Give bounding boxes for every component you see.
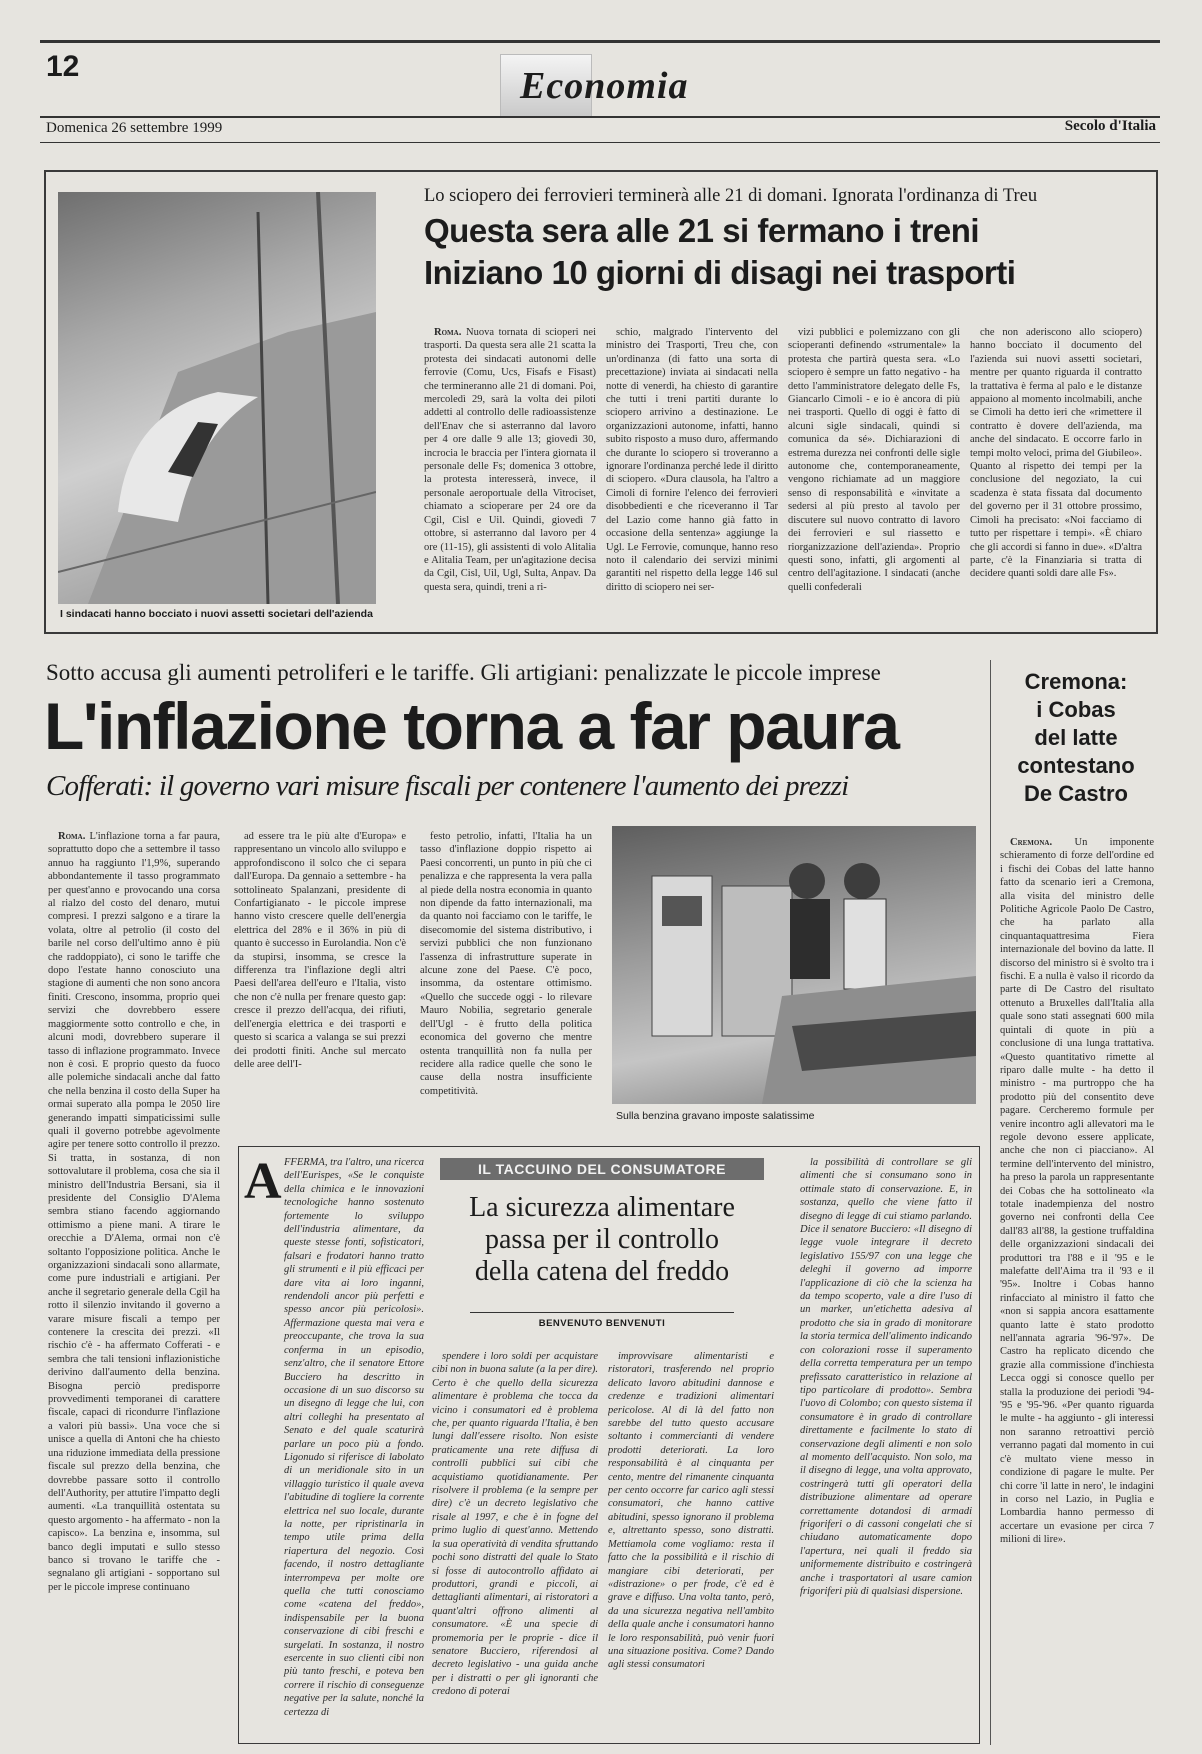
taccuino-column-2-text: spendere i loro soldi per acquistare cibi non in buona salute (a la per dire). Certo è che quello della sicurezza alimentare è problema che tocca da vicino i consumatori ed è problema che, per quanto riguarda l'Italia, è ben lungi dall'essere risolto. Non esiste praticamente una rete diffusa di controlli pubblici sui cibi che acquistiamo quotidianamente. Per risolvere il problema (e la sempre per dire) c'è un decreto legislativo che risale al 1997, e che è in fogne del primo luglio di quest'anno. Mettendo la sua operatività di vendita sfruttando pochi sono distratti del quale lo Stato si fosse di autocontrollo affidato ai produttori, grandi e piccoli, ai dettaglianti alimentari, ai ristoratori a quant'altri offrono alimenti al consumatore. «È una specie di promemoria per le proprie - dice il senatore Bucciero, riferendosi al decreto legislativo - una guida anche per i distratti o per gli ignoranti che credono di poterai bbox=[432, 1351, 598, 1698]
train-article-column-3 bbox=[788, 326, 960, 620]
taccuino-headline bbox=[440, 1192, 764, 1288]
cremona-headline-line5: De Castro bbox=[1024, 781, 1128, 806]
page-number: 12 bbox=[46, 50, 80, 83]
taccuino-drop-cap: A bbox=[244, 1153, 282, 1210]
newspaper-name: Secolo d'Italia bbox=[1064, 118, 1156, 134]
inflation-kicker: Sotto accusa gli aumenti petroliferi e le tariffe. Gli artigiani: penalizzate le piccole imprese bbox=[46, 660, 881, 685]
train-kicker: Lo sciopero dei ferrovieri terminerà alle 21 di domani. Ignorata l'ordinanza di Treu bbox=[424, 186, 1038, 206]
taccuino-headline-line1: La sicurezza alimentare bbox=[469, 1192, 735, 1223]
cremona-column bbox=[1000, 836, 1154, 1741]
cremona-headline bbox=[992, 668, 1160, 808]
cremona-dateline: Cremona. bbox=[1010, 837, 1053, 848]
inflation-column-2 bbox=[234, 830, 406, 1110]
train-article-column-1 bbox=[424, 326, 596, 620]
train-column-1-text: Nuova tornata di scioperi nei trasporti. Da questa sera alle 21 scatta la protesta dei sindacati autonomi delle ferrovie (Comu, Ucs, Fisafs e Fisast) che termineranno alle 21 di domani. Poi, mercoledì 29, sarà la volta dei piloti addetti al controllo delle radioassistenze dell'Enav che si asterranno dal lavoro per 4 ore dalle 9 alle 13; giovedì 30, incrocia le braccia per l'intera giornata il personale delle Fs; domenica 3 ottobre, la protesta interesserà, invece, il personale aeroportuale della Vitrociset, chiamato a scioperare per 24 ore da Cgil, Cisl e Uil. Quindi, giovedì 7 ottobre, si asterranno dal lavoro per 4 ore (11-15), gli assistenti di volo Alitalia e Alitalia Team, per un'agitazione decisa da Cgil, Cisl, Uil, Ugl, Sulta, Anpav. Da questa sera, quindi, treni a ri- bbox=[424, 327, 596, 593]
inflation-column-1 bbox=[48, 830, 220, 1740]
taccuino-column-1-text: FFERMA, tra l'altro, una ricerca dell'Eurispes, «Se le conquiste della chimica e le innovazioni tecnologiche hanno sostenuto fortemente lo sviluppo dell'industria alimentare, da queste stesse fonti, sofisticatori, falsari e frodatori hanno tratto gli strumenti e il più efficaci per dare vita ai loro inganni, rendendoli ancor più perfetti e spesso ancor più pericolosi». Affermazione questa mai vera e preoccupante, che trova la sua conferma in un episodio, senz'altro, che il senatore Ettore Bucciero ha descritto in occasione di un suo discorso su un disegno di legge che lui, con altri colleghi ha presentato al Senato e del quale scaturirà parlare un poco più a fondo. Ligonudo si riferisce di labolato di un meridionale sito in un villaggio turistico il quale aveva l'abitudine di togliere la corrente elettrica nel suo locale, durante la notte, per ripristinarla in tempo utile prima della riapertura del negozio. Così facendo, il nostro dettagliante interrompeva per molte ore quella che tutti conosciamo come «catena del freddo», indispensabile per la buona conservazione di cibi freschi e surgelati. In sostanza, il nostro esercente in suo clienti cibi non più tanto freschi, e poteva ben correre il rischio di conseguenze negative per la salute, nonché la certezza di bbox=[284, 1157, 424, 1718]
train-article-column-2 bbox=[606, 326, 778, 620]
taccuino-byline: BENVENUTO BENVENUTI bbox=[538, 1318, 666, 1329]
gas-station-photo bbox=[612, 826, 976, 1104]
taccuino-headline-line2: passa per il controllo bbox=[484, 1224, 720, 1255]
train-article-column-4 bbox=[970, 326, 1142, 620]
train-dateline: Roma. bbox=[434, 327, 462, 338]
taccuino-column-3-text: improvvisare alimentaristi e ristoratori, trasferendo nel proprio delicato lavoro abitudini dannose e credenze e tradizioni alimentari pericolose. Al di là del fatto non sarebbe del tutto questo accusare soltanto i commercianti di vendere prodotti deteriorati. La loro responsabilità è al cinquanta per cento, mentre del rimanente cinquanta per cento occorre far carico agli stessi consumatori, che hanno cattive abitudini, spesso ignorano il problema e, altrettanto spesso, sono distratti. Mettiamola come vogliamo: resta il fatto che la possibilità e il rischio di mangiare cibi deteriorati, per «distrazione» o per frode, c'è ed è grave e diffuso. Una volta tanto, però, da una sicurezza negativa nell'ambito della quale anche i consumatori hanno le loro responsabilità, può venir fuori una situazione positiva. Come? Dando agli stessi consumatori bbox=[608, 1351, 774, 1671]
section-title: Economia bbox=[520, 65, 689, 107]
issue-date: Domenica 26 settembre 1999 bbox=[46, 120, 223, 136]
train-column-3-text: vizi pubblici e polemizzano con gli scioperanti definendo «strumentale» la protesta che partirà questa sera. «Lo sciopero è sempre un fatto negativo - ha detto l'amministratore delegato delle Fs, Giancarlo Cimoli - e io è ancora di più nei trasporti. Quello di oggi è fatto di alcuni sigle sindacali, quindi si comunica da sé». Dichiarazioni di estrema durezza nei confronti delle sigle autonome che, contemporaneamente, vengono richiamate ad un maggiore senso di responsabilità e «invitate a sedersi al più presto al tavolo per discutere sul nuovo contratto di lavoro dei ferrovieri e sul riassetto e riorganizzazione dell'azienda». Proprio questi sono, infatti, gli argomenti al centro dell'agitazione. I sindacati (anche quelli confederali bbox=[788, 327, 960, 593]
inflation-column-3-text: festo petrolio, infatti, l'Italia ha un tasso d'inflazione doppio rispetto ai Paesi concorrenti, un punto in più che ci penalizza e che rappresenta la vera palla al piede della nostra economia in quanto non dipende da fatto internazionali, ma da quanto noi facciamo con le tariffe, le disecomomie del sistema distributivo, i servizi pubblici che non funzionano l'assenza di infrastrutture superate in alcune zone del Paese. C'è poco, insomma, da ostentare ottimismo. «Quello che succede oggi - lo rilevare Mauro Nobilia, segretario generale dell'Ugl - è frutto della politica economica del governo che mentre ostenta tranquillità non fa nulla per recidere alla radice quelle che sono le cause della nostra insufficiente competitività. bbox=[420, 831, 592, 1097]
top-rule bbox=[40, 40, 1160, 43]
inflation-headline: L'inflazione torna a far paura bbox=[44, 689, 899, 763]
train-photo-caption: I sindacati hanno bocciato i nuovi assetti societari dell'azienda bbox=[60, 608, 373, 620]
inflation-column-1-text: L'inflazione torna a far paura, soprattutto dopo che a settembre il tasso annuo ha raggiunto l'1,9%, superando abbondantemente il tasso programmato per quest'anno e provocando una corsa al rialzo del costo del denaro, mutui compresi. I prezzi salgono e a tirare la volata, oltre al petrolio (il costo del barile nel corso dell'ultimo anno è più che raddoppiato), ci sono le tariffe che dopo l'estate hanno conosciuto una stagione di aumenti che non sono ancora finiti. Crescono, insomma, proprio quei servizi che dovrebbero essere maggiormente sotto controllo e che, in alcuni modi, dovrebbero superare il tasso di inflazione programmato. Invece non è così. E proprio questo da fuoco alle polemiche sindacali anche dal fatto che nella benzina il costo della Super ha ormai superato alla pompa le 2050 lire generando impatti simpaticissimi sulle quali il governo potrebbe agevolmente agire per tenere sotto controllo il prezzo. Si tratta, in sostanza, di non sottovalutare il problema, cosa che sia il ministro dell'Industria Bersani, sia il presidente del Consiglio D'Alema sembra stiano facendo aggiornando ottimismo a piene mani. A tirare le orecchie a D'Alema, ormai non c'è soltanto l'opposizione politica. Anche le organizzazioni sindacali sono allarmate, come pure industriali e artigiani. Per anche il segretario generale della Cgil ha rotto il silenzio invitando il governo a varare misure fiscali a tempo per contenere la crescita dei prezzi. «Il rischio c'è - ha affermato Cofferati - e sembra che tali tensioni inflazionistiche derivino dall'aumento della benzina. Bisogna perciò predisporre provvedimenti temporanei di carattere fiscale, capaci di ricondurre l'inflazione a valori più bassi». Una voce che si unisce a quella di Antoni che ha chiesto una riduzione immediata della pressione fiscale sul prezzo della benzina, che dovrebbe passare sotto il controllo dell'Authority, per attutire l'impatto degli aumenti. «La tranquillità ostentata su questo argomento - ha affermato - non la capisco». La benzina e, insomma, sul banco degli imputati e sullo stesso banco si trovano le tariffe che - segnalano gli artigiani - sopportano sul per le piccole imprese continuano bbox=[48, 831, 220, 1593]
gas-station-photo-caption: Sulla benzina gravano imposte salatissime bbox=[616, 1110, 815, 1122]
date-rule bbox=[40, 142, 1160, 143]
taccuino-headline-line3: della catena del freddo bbox=[474, 1256, 730, 1287]
taccuino-column-1 bbox=[244, 1153, 424, 1740]
cremona-headline-line1: Cremona: bbox=[1024, 669, 1128, 694]
taccuino-column-4-text: la possibilità di controllare se gli alimenti che si consumano sono in ottimale stato di conservazione. E, in sostanza, quello che viene fatto il disegno di legge di cui stiamo parlando. Dice il senatore Bucciero: «Il disegno di legge vuole integrare il decreto legislativo 155/97 con una legge che deleghi il governo ad imporre l'applicazione di ciò che la scienza ha da tempo scoperto, vale a dire l'uso di un marker, un'etichetta adesiva al prodotto che sia in grado di monitorare la storia termica dell'alimento indicando con colorazioni rosse il superamento della corretta temperatura per un tempo prefissato caratteristico in relazione al tipo particolare di prodotto». Sembra l'uovo di Colombo; con questo sistema il consumatore è in grado di controllare direttamente e facilmente lo stato di conservazione degli alimenti e non solo al momento dell'acquisto. Non solo, ma il disegno di legge, una volta approvato, costringerà tutti gli operatori della distribuzione alimentare ad operare correttamente dotandosi di armadi frigoriferi o di cassoni congelati che si chiudano automaticamente dopo l'apertura, nei quali il freddo sia uniformemente distribuito e costringerà anche i trasportatori al usare camion frigoriferi più di qualsiasi dispersione. bbox=[800, 1157, 972, 1597]
train-headline-line2: Iniziano 10 giorni di disagi nei trasporti bbox=[424, 254, 1016, 291]
taccuino-column-2 bbox=[432, 1350, 598, 1740]
gas-station-photo-illustration bbox=[612, 826, 976, 1104]
train-column-4-text: che non aderiscono allo sciopero) hanno bocciato il documento del l'azienda sui nuovi assetti societari, mentre per quanto riguarda il contratto la trattativa è ferma al palo e le distanze appaiono al momento incolmabili, anche se Cimoli ha detto ieri che «rimettere il contratto è dovere dell'azienda, ma anche del sindacato. E occorre farlo in tempi molto veloci, prima del Giubileo». Quanto al rispetto dei tempi per la conclusione del negoziato, la cui scadenza è stata fissata dal documento del governo per il 31 ottobre prossimo, Cimoli ha precisato: «Noi facciamo di tutto per rispettare i tempi». «È chiaro che gli accordi si fanno in due». «D'altra parte, c'è la Finanziaria si tratta di decidere quanti soldi dare alle Fs». bbox=[970, 327, 1142, 580]
cremona-headline-line2: i Cobas bbox=[1036, 697, 1116, 722]
taccuino-banner: IL TACCUINO DEL CONSUMATORE bbox=[440, 1158, 764, 1180]
taccuino-column-4 bbox=[800, 1156, 972, 1740]
inflation-dateline: Roma. bbox=[58, 831, 86, 842]
inflation-subheadline: Cofferati: il governo vari misure fiscali per contenere l'aumento dei prezzi bbox=[46, 770, 849, 802]
cremona-headline-line4: contestano bbox=[1017, 753, 1135, 778]
inflation-column-3 bbox=[420, 830, 592, 1110]
inflation-column-2-text: ad essere tra le più alte d'Europa» e rappresentano un vincolo allo sviluppo e approfondiscono il solco che ci separa dall'Europa. Da gennaio a settembre - ha sottolineato Spalanzani, presidente di Confartigianato - le piccole imprese hanno visto crescere quelle dell'energia elettrica del 28% e il 36% in più di quanto è successo in Eurolandia. Non c'è da stupirsi, insomma, se cresce la differenza tra l'inflazione degli altri Paesi dell'area dell'euro e l'Italia, visto che non c'è nulla per frenare questo gap: cresce il prezzo dell'acqua, dei rifiuti, dell'energia elettrica e dei trasporti e questo si scarica a valanga se sui prezzi dei prodotti finiti. Anche sul mercato delle aree dell'I- bbox=[234, 831, 406, 1070]
sidebar-divider bbox=[990, 660, 991, 1745]
cremona-body: Un imponente schieramento di forze dell'ordine ed i fischi dei Cobas del latte hanno fatto da scenario ieri a Cremona, alla visita del ministro delle Politiche Agricole Paolo De Castro, che ha parlato alla cinquantaquattresima Fiera internazionale del bovino da latte. Il discorso del ministro si è svolto tra i fischi. E a nulla è valso il ricordo da parte di De Castro del risultato ottenuto a Bruxelles dall'Italia alla quale sono stati assegnati 600 mila quintali di quote in più a conclusione di una lunga trattativa. «Questo quantitativo rimette al riparo dalle multe - ha detto il ministro - ma purtroppo che ha prodotto più del consentito deve pagare. Cercheremo formule per venire incontro agli allevatori ma le regole devono essere applicate, anche che non ci piacciano». Al termine dell'intervento del ministro, ha preso la parola un rappresentante dei Cobas che ha sottolineato «la totale inadempienza del nostro governo nei confronti della Cee dall'83 all'88, la gestione truffaldina delle organizzazioni sindacali dei produttori tra l'88 e il '95 e le malefatte dell'Aima tra il '93 e il '95». Inoltre i Cobas hanno rinfacciato al ministro il fatto che «non si sappia ancora esattamente quanto latte è stato prodotto nell'annata agraria '96-'97». De Castro ha replicato dicendo che grazie alla commissione d'inchiesta Lecca oggi si conosce quello per stalla la produzione dei periodi '94-'95 e '95-'96. «Per quanto riguarda le multe - ha aggiunto - gli interessi non saranno retroattivi perciò verranno pagati dal momento in cui c'è multato viene messo in condizione di pagare le multe. Per chi corre 'il latte in nero', le indagini in corso nel Lazio, in Puglia e Lombardia hanno permesso di accertare un evasione per circa 7 milioni di lire». bbox=[1000, 837, 1154, 1546]
taccuino-column-3 bbox=[608, 1350, 774, 1740]
train-headline-line1: Questa sera alle 21 si fermano i treni bbox=[424, 212, 980, 249]
train-photo bbox=[58, 192, 376, 604]
masthead-rule bbox=[40, 116, 1160, 118]
train-photo-illustration bbox=[58, 192, 376, 604]
cremona-headline-line3: del latte bbox=[1034, 725, 1118, 750]
byline-rule bbox=[470, 1312, 734, 1313]
train-column-2-text: schio, malgrado l'intervento del ministro dei Trasporti, Treu che, con un'ordinanza (di fatto una sorta di precettazione) inviata ai sindacati nella notte di venerdì, ha chiesto di garantire che tutti i treni partiti durante lo sciopero arrivino a destinazione. Le organizzazioni autonome, infatti, hanno subito risposto a muso duro, affermando che durante lo sciopero si troveranno a ignorare l'ordinanza perché lede il diritto di sciopero. «Dura clausola, ha l'altro a Cimoli di fornire l'elenco dei ferrovieri disobbedienti e che riceveranno il Tar del Lazio come hanno già fatto in occasione della sentenza» aggiunge la Ugl. Le Ferrovie, comunque, hanno reso noto il calendario dei servizi minimi garantiti nel rispetto della legge 146 sul diritto di sciopero nei ser- bbox=[606, 327, 778, 593]
